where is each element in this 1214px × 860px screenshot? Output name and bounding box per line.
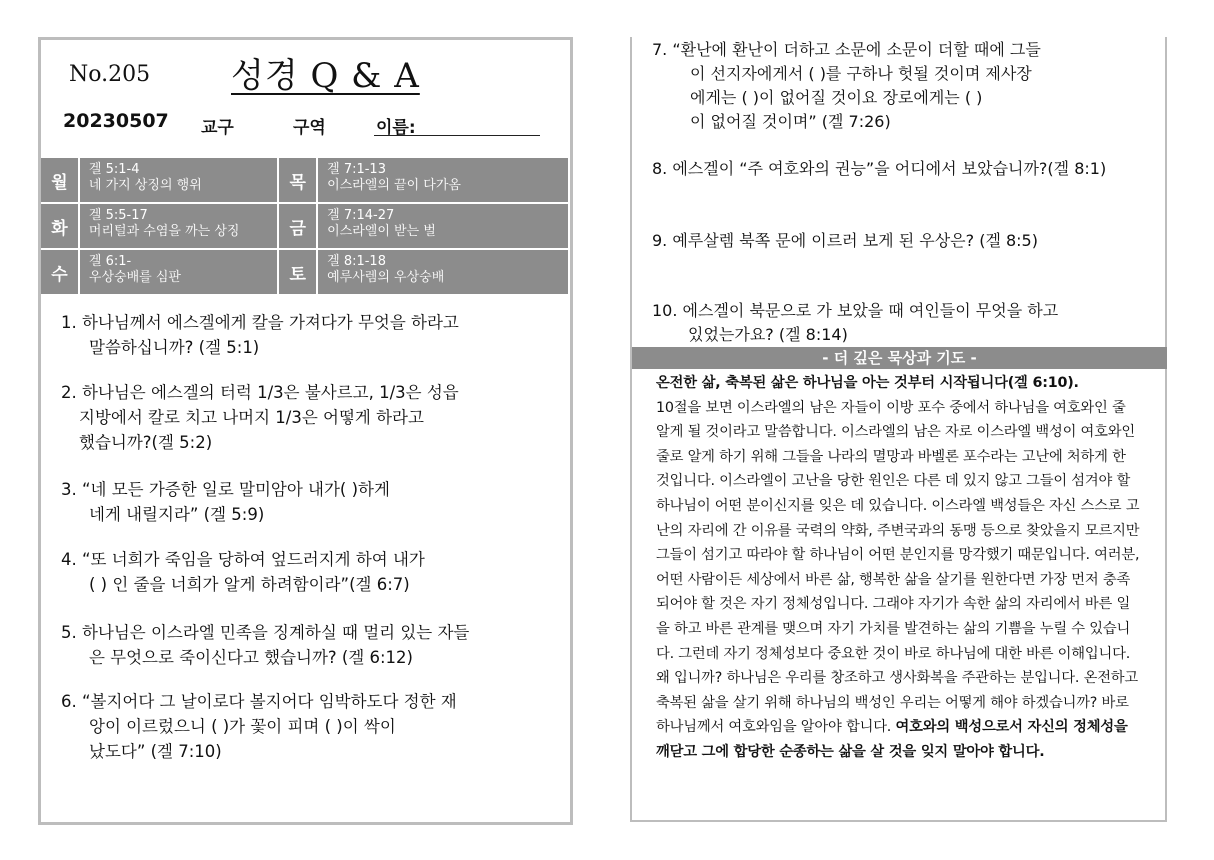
schedule-topic: 머리털과 수염을 까는 상징 (88, 224, 240, 239)
question-6 (61, 689, 557, 764)
question-text: 이 없어질 것이며” (겔 7:26) (690, 112, 891, 131)
schedule-row (41, 158, 570, 202)
question-9 (652, 229, 1150, 253)
question-text: 있었는가요? (겔 8:14) (688, 325, 848, 344)
question-text: 6. “볼지어다 그 날이로다 볼지어다 임박하도다 정한 재 (61, 692, 457, 711)
question-text: 1. 하나님께서 에스겔에게 칼을 가져다가 무엇을 하라고 (61, 313, 459, 332)
schedule-day: 화 (41, 204, 80, 248)
question-10 (652, 299, 1150, 347)
question-text: 말씀하십니까? (겔 5:1) (89, 338, 260, 357)
name-label: 이름: (376, 118, 416, 138)
schedule-cell (80, 250, 279, 294)
question-text: 에게는 ( )이 없어질 것이요 장로에게는 ( ) (690, 88, 983, 107)
question-text: 앙이 이르렀으니 ( )가 꽃이 피며 ( )이 싹이 (89, 717, 396, 736)
question-text: 4. “또 너희가 죽임을 당하여 엎드러지게 하여 내가 (61, 550, 425, 569)
question-text: 8. 에스겔이 “주 여호와의 권능”을 어디에서 보았습니까?(겔 8:1) (652, 159, 1107, 178)
meditation-lead: 온전한 삶, 축복된 삶은 하나님을 아는 것부터 시작됩니다(겔 6:10). (656, 375, 1079, 391)
question-4 (61, 547, 557, 597)
schedule-cell (80, 204, 279, 248)
document-number: No.205 (69, 62, 151, 87)
schedule-row (41, 250, 570, 294)
meditation-closing: 여호와의 백성으로서 자신의 정체성을 깨닫고 그에 합당한 순종하는 삶을 살 것을 잊지 말아야 합니다. (656, 719, 1128, 760)
meditation-body (656, 371, 1140, 765)
question-8 (652, 157, 1150, 181)
question-3 (61, 477, 557, 527)
question-text: 10. 에스겔이 북문으로 가 보았을 때 여인들이 무엇을 하고 (652, 301, 1059, 320)
schedule-cell (80, 158, 279, 202)
question-5 (61, 620, 557, 670)
schedule-day: 금 (279, 204, 318, 248)
question-text: 7. “환난에 환난이 더하고 소문에 소문이 더할 때에 그들 (652, 40, 1041, 59)
question-2 (61, 380, 557, 455)
meditation-paragraph: 10절을 보면 이스라엘의 남은 자들이 이방 포수 중에서 하나님을 여호와인 줄 알게 될 것이라고 말씀합니다. 이스라엘의 남은 자로 이스라엘 백성이 여호와인 줄로 알게 하기 위해 그들을 나라의 멸망과 바벨론 포수라는 고난에 처하게 한 것입니다. 이스라엘이 고난을 당한 원인은 다른 데 있지 않고 그들이 섬겨야 할 하나님이 어떤 분이신지를 잊은 데 있습니다. 이스라엘 백성들은 자신 스스로 고난의 자리에 간 이유를 국력의 약화, 주변국과의 동맹 등으로 찾았을지 모르지만 그들이 섬기고 따라야 할 하나님이 어떤 분인지를 망각했기 때문입니다. 여러분, 어떤 사람이든 세상에서 바른 삶, 행복한 삶을 살기를 원한다면 가장 먼저 충족되어야 할 것은 자기 정체성입니다. 그래야 자기가 속한 삶의 자리에서 바른 일을 하고 바른 관계를 맺으며 자기 가치를 발견하는 삶의 기쁨을 누릴 수 있습니다. 그런데 자기 정체성보다 중요한 것이 바로 하나님에 대한 바른 이해입니다. 왜 입니까? 하나님은 우리를 창조하고 생사화복을 주관하는 분입니다. 온전하고 축복된 삶을 살기 위해 하나님의 백성인 우리는 어떻게 해야 하겠습니까? 바로 하나님께서 여호와임을 알아야 합니다. (656, 399, 1140, 736)
right-panel (630, 37, 1167, 822)
reading-schedule (41, 158, 570, 296)
question-text: 났도다” (겔 7:10) (89, 742, 222, 761)
schedule-cell (318, 250, 570, 294)
schedule-day: 토 (279, 250, 318, 294)
schedule-topic: 이스라엘의 끝이 다가옴 (327, 178, 461, 193)
left-panel (38, 37, 573, 825)
question-text: ( ) 인 줄을 너희가 알게 하려함이라”(겔 6:7) (89, 575, 410, 594)
question-text: 은 무엇으로 죽이신다고 했습니까? (겔 6:12) (89, 648, 413, 667)
question-text: 3. “네 모든 가증한 일로 말미암아 내가( )하게 (61, 480, 390, 499)
question-text: 9. 예루살렘 북쪽 문에 이르러 보게 된 우상은? (겔 8:5) (652, 231, 1038, 250)
parish-label: 교구 (201, 118, 234, 138)
schedule-row (41, 204, 570, 248)
document-date: 20230507 (63, 110, 169, 132)
schedule-day: 수 (41, 250, 80, 294)
schedule-topic: 우상숭배를 심판 (88, 270, 181, 285)
schedule-ref: 겔 5:1-4 (88, 162, 140, 177)
schedule-cell (318, 158, 570, 202)
name-blank-line (374, 135, 540, 136)
question-text: 5. 하나님은 이스라엘 민족을 징계하실 때 멀리 있는 자들 (61, 623, 470, 642)
schedule-ref: 겔 5:5-17 (88, 208, 148, 223)
district-label: 구역 (293, 118, 326, 138)
schedule-ref: 겔 8:1-18 (327, 254, 386, 269)
schedule-ref: 겔 7:1-13 (327, 162, 386, 177)
schedule-day: 목 (279, 158, 318, 202)
question-text: 2. 하나님은 에스겔의 터럭 1/3은 불사르고, 1/3은 성읍 (61, 383, 459, 402)
schedule-ref: 겔 7:14-27 (327, 208, 395, 223)
schedule-cell (318, 204, 570, 248)
question-text: 이 선지자에게서 ( )를 구하나 헛될 것이며 제사장 (690, 64, 1032, 83)
schedule-day: 월 (41, 158, 80, 202)
schedule-ref: 겔 6:1- (88, 254, 132, 269)
question-text: 했습니까?(겔 5:2) (79, 433, 213, 452)
question-text: 네게 내릴지라” (겔 5:9) (89, 505, 265, 524)
schedule-topic: 네 가지 상징의 행위 (88, 178, 202, 193)
schedule-topic: 예루사렘의 우상숭배 (327, 270, 445, 285)
question-7 (652, 38, 1150, 134)
question-1 (61, 310, 557, 360)
meditation-banner: - 더 깊은 묵상과 기도 - (632, 347, 1167, 369)
document-title: 성경 Q & A (231, 56, 420, 96)
question-text: 지방에서 칼로 치고 나머지 1/3은 어떻게 하라고 (79, 408, 424, 427)
schedule-topic: 이스라엘이 받는 벌 (327, 224, 436, 239)
